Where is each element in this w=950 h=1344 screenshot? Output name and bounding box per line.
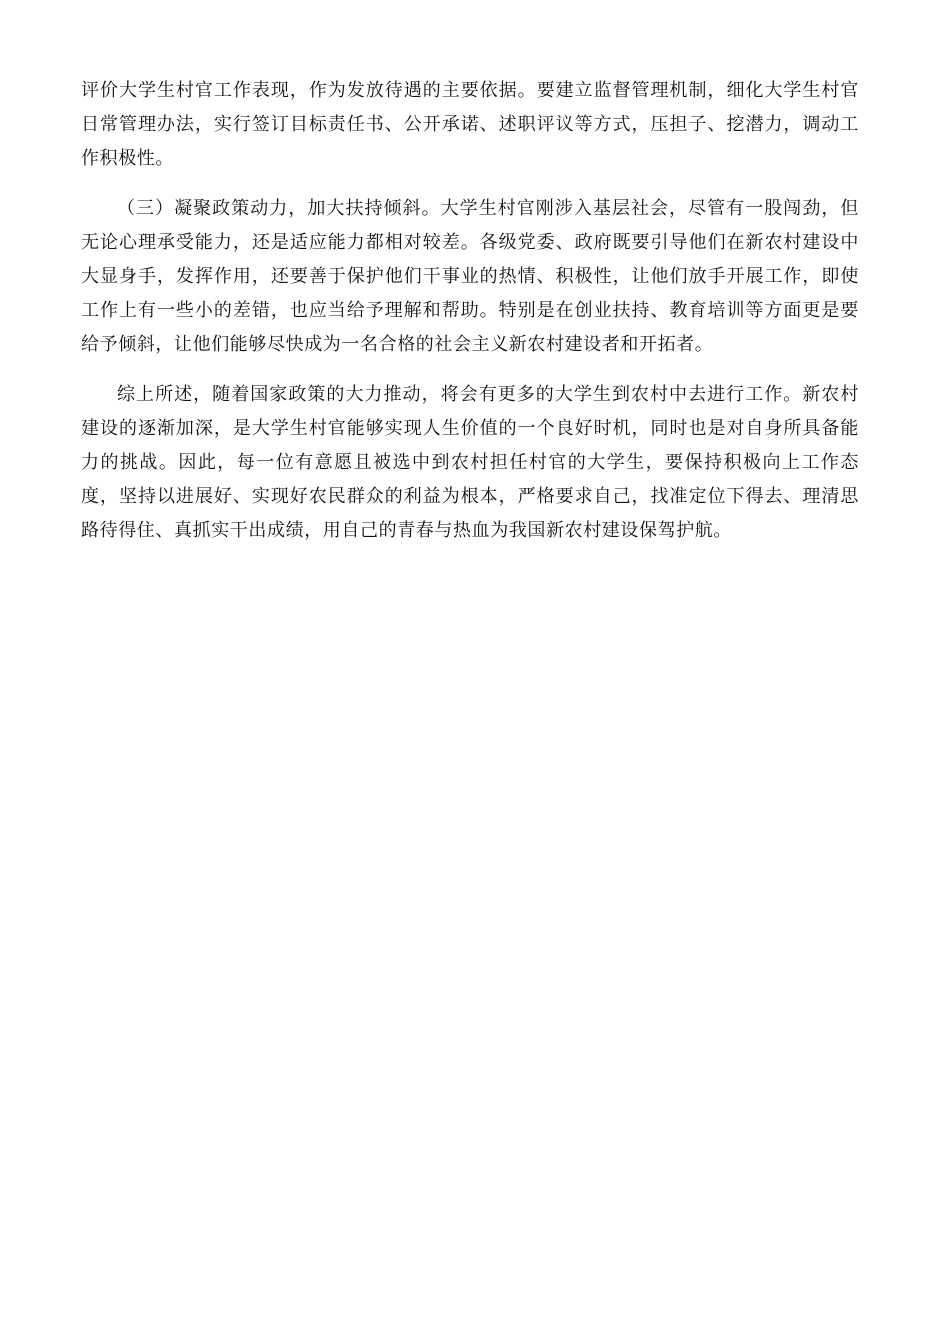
paragraph-conclusion: 综上所述，随着国家政策的大力推动，将会有更多的大学生到农村中去进行工作。新农村建设的逐渐加深，是大学生村官能够实现人生价值的一个良好时机，同时也是对自身所具备能力的挑战。因此，每一位有意愿且被选中到农村担任村官的大学生，要保持积极向上工作态度，坚持以进展好、实现好农民群众的利益为根本，严格要求自己，找准定位下得去、理清思路待得住、真抓实干出成绩，用自己的青春与热血为我国新农村建设保驾护航。 [81, 384, 859, 541]
document-body [81, 74, 859, 564]
paragraph-continuation: 评价大学生村官工作表现，作为发放待遇的主要依据。要建立监督管理机制，细化大学生村官日常管理办法，实行签订目标责任书、公开承诺、述职评议等方式，压担子、挖潜力，调动工作积极性。 [81, 80, 859, 169]
paragraph-policy-support: （三）凝聚政策动力，加大扶持倾斜。大学生村官刚涉入基层社会，尽管有一股闯劲，但无论心理承受能力，还是适应能力都相对较差。各级党委、政府既要引导他们在新农村建设中大显身手，发挥作用，还要善于保护他们干事业的热情、积极性，让他们放手开展工作，即使工作上有一些小的差错，也应当给予理解和帮助。特别是在创业扶持、教育培训等方面更是要给予倾斜，让他们能够尽快成为一名合格的社会主义新农村建设者和开拓者。 [81, 198, 859, 355]
